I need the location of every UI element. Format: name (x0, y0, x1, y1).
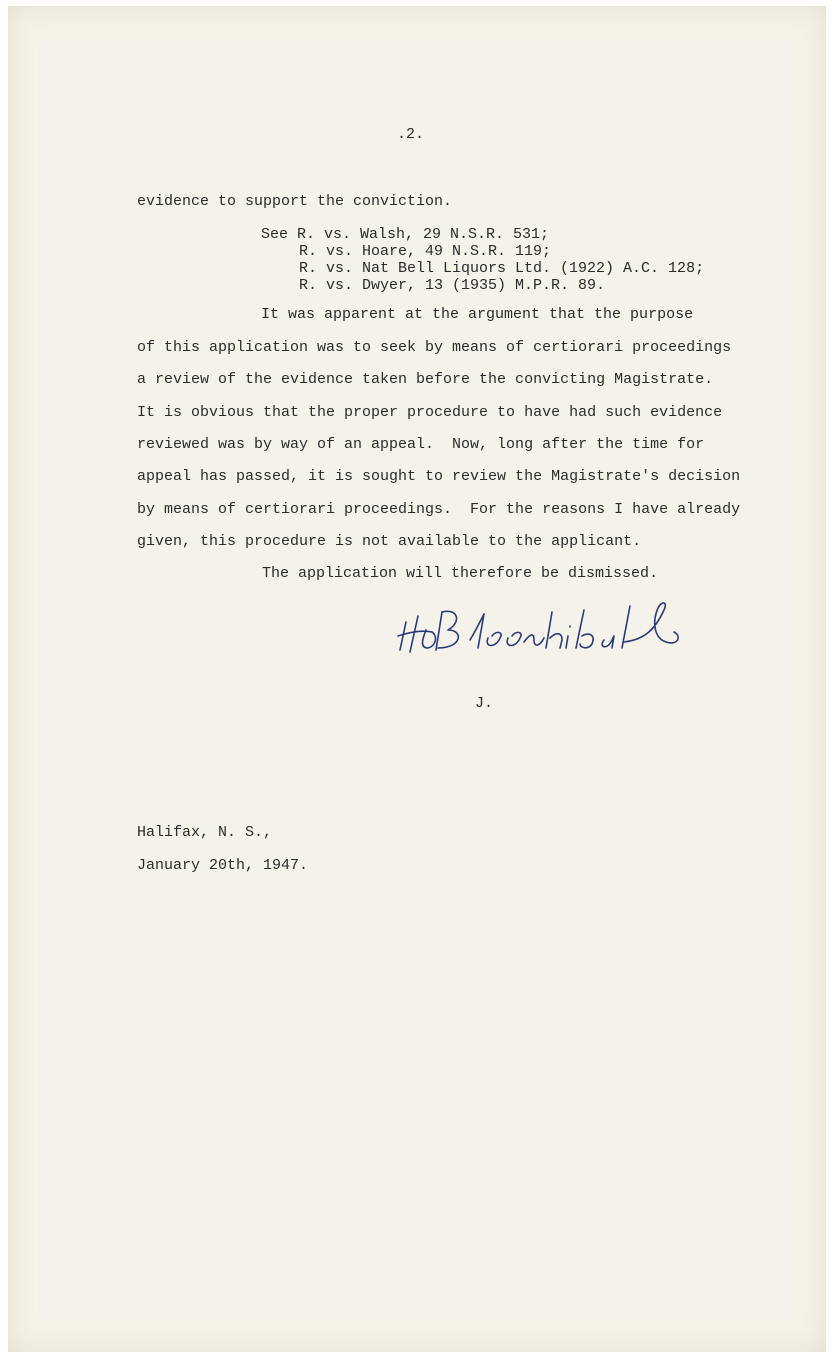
conclusion-line: The application will therefore be dismissed. (262, 565, 659, 582)
paragraph-line: a review of the evidence taken before the convicting Magistrate. (137, 371, 714, 388)
paragraph-line: of this application was to seek by means of certiorari proceedings (137, 339, 732, 356)
document-page (8, 6, 826, 1352)
page-number: .2. (397, 126, 425, 143)
opening-line: evidence to support the conviction. (137, 193, 453, 210)
place-line: Halifax, N. S., (137, 824, 273, 841)
citation-item: See R. vs. Walsh, 29 N.S.R. 531; (261, 226, 550, 243)
paragraph-line: It was apparent at the argument that the purpose (261, 306, 694, 323)
paragraph-line: It is obvious that the proper procedure to have had such evidence (137, 404, 723, 421)
paragraph-line: given, this procedure is not available to the applicant. (137, 533, 642, 550)
paragraph-line: appeal has passed, it is sought to review the Magistrate's decision (137, 468, 741, 485)
paragraph-line: by means of certiorari proceedings. For the reasons I have already (137, 501, 741, 518)
citation-item: R. vs. Nat Bell Liquors Ltd. (1922) A.C. 128; (299, 260, 705, 277)
date-line: January 20th, 1947. (137, 857, 309, 874)
handwritten-signature (392, 592, 702, 662)
citation-item: R. vs. Dwyer, 13 (1935) M.P.R. 89. (299, 277, 606, 294)
signature-title: J. (475, 695, 494, 712)
paragraph-line: reviewed was by way of an appeal. Now, long after the time for (137, 436, 705, 453)
citation-item: R. vs. Hoare, 49 N.S.R. 119; (299, 243, 552, 260)
